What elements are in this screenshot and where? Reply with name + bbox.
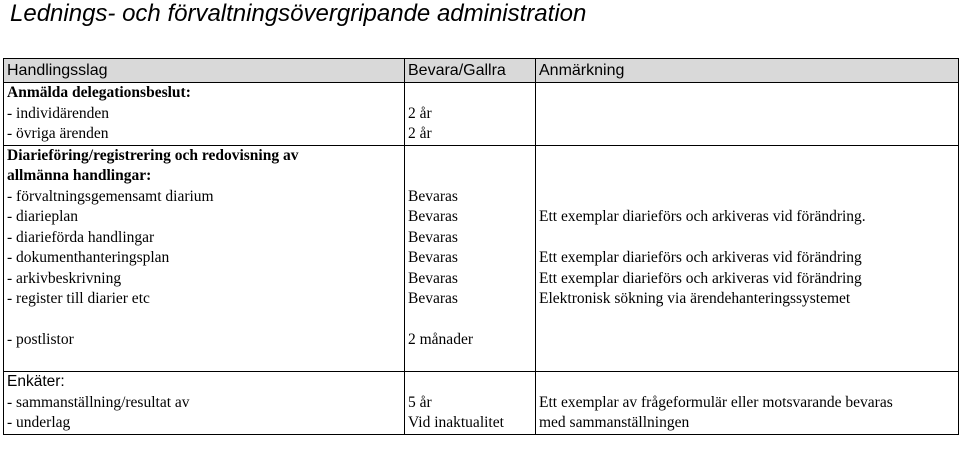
cell-handlingsslag [4, 145, 405, 372]
retention-value: 5 år [408, 393, 432, 411]
retention-value: 2 månader [408, 331, 473, 348]
item-label: - förvaltningsgemensamt diarium [7, 187, 214, 205]
table-row [4, 83, 959, 146]
note-text [539, 104, 955, 125]
retention-value: Bevaras [408, 228, 458, 246]
item-label: - diarieplan [7, 208, 79, 225]
note-text: med sammanställningen [539, 414, 690, 431]
retention-value [408, 310, 532, 331]
retention-value [408, 351, 532, 372]
item-label [7, 351, 401, 372]
item-label: - register till diarier etc [7, 290, 150, 307]
cell-anmarkning [536, 83, 959, 146]
cell-bevara-gallra [405, 145, 536, 372]
retention-value: Bevaras [408, 269, 458, 287]
note-text [539, 146, 955, 167]
table-row [4, 372, 959, 435]
note-text: Ett exemplar diarieförs och arkiveras vid förändring. [539, 208, 866, 225]
item-label: - individärenden [7, 104, 110, 122]
table-row [4, 145, 959, 372]
cell-anmarkning [536, 372, 959, 435]
retention-value [408, 83, 532, 104]
cell-anmarkning [536, 145, 959, 372]
note-text [539, 330, 955, 351]
retention-value [408, 166, 532, 187]
item-label: - arkivbeskrivning [7, 269, 122, 287]
retention-value: 2 år [408, 125, 432, 142]
cell-bevara-gallra [405, 83, 536, 146]
item-label: - postlistor [7, 331, 74, 348]
cell-bevara-gallra [405, 372, 536, 435]
retention-value [408, 372, 532, 393]
note-text: Ett exemplar diarieförs och arkiveras vid förändring [539, 269, 862, 287]
page-title: Lednings- och förvaltningsövergripande administration [10, 0, 587, 27]
note-text [539, 372, 955, 393]
table-header-row [4, 59, 959, 83]
item-label [7, 310, 401, 331]
note-text [539, 351, 955, 372]
retention-value [408, 146, 532, 167]
item-label: - dokumenthanteringsplan [7, 249, 170, 266]
retention-value: Bevaras [408, 208, 458, 225]
note-text: Ett exemplar diarieförs och arkiveras vid förändring [539, 249, 862, 266]
column-header-anmarkning: Anmärkning [536, 59, 959, 83]
note-text: Elektronisk sökning via ärendehanteringssystemet [539, 290, 851, 307]
retention-value: Bevaras [408, 187, 458, 205]
item-label: - diarieförda handlingar [7, 228, 155, 246]
note-text [539, 310, 955, 331]
column-header-handlingsslag: Handlingsslag [4, 59, 405, 83]
item-label: - sammanställning/resultat av [7, 393, 190, 411]
item-label: - underlag [7, 414, 71, 431]
note-text [539, 166, 955, 187]
retention-value: 2 år [408, 104, 432, 122]
note-text [539, 83, 955, 104]
item-label: - övriga ärenden [7, 125, 109, 142]
cell-handlingsslag [4, 83, 405, 146]
retention-value: Bevaras [408, 249, 458, 266]
group-heading: allmänna handlingar: [7, 167, 152, 184]
note-text [539, 124, 955, 145]
cell-handlingsslag [4, 372, 405, 435]
note-text: Ett exemplar av frågeformulär eller motsvarande bevaras [539, 393, 893, 411]
group-heading: Enkäter: [7, 373, 65, 390]
note-text [539, 187, 955, 208]
retention-value: Bevaras [408, 290, 458, 307]
group-heading: Diarieföring/registrering och redovisning av [7, 146, 299, 164]
retention-table [3, 58, 959, 435]
column-header-bevara-gallra: Bevara/Gallra [405, 59, 536, 83]
note-text [539, 228, 955, 249]
group-heading: Anmälda delegationsbeslut: [7, 84, 191, 101]
retention-value: Vid inaktualitet [408, 414, 504, 431]
